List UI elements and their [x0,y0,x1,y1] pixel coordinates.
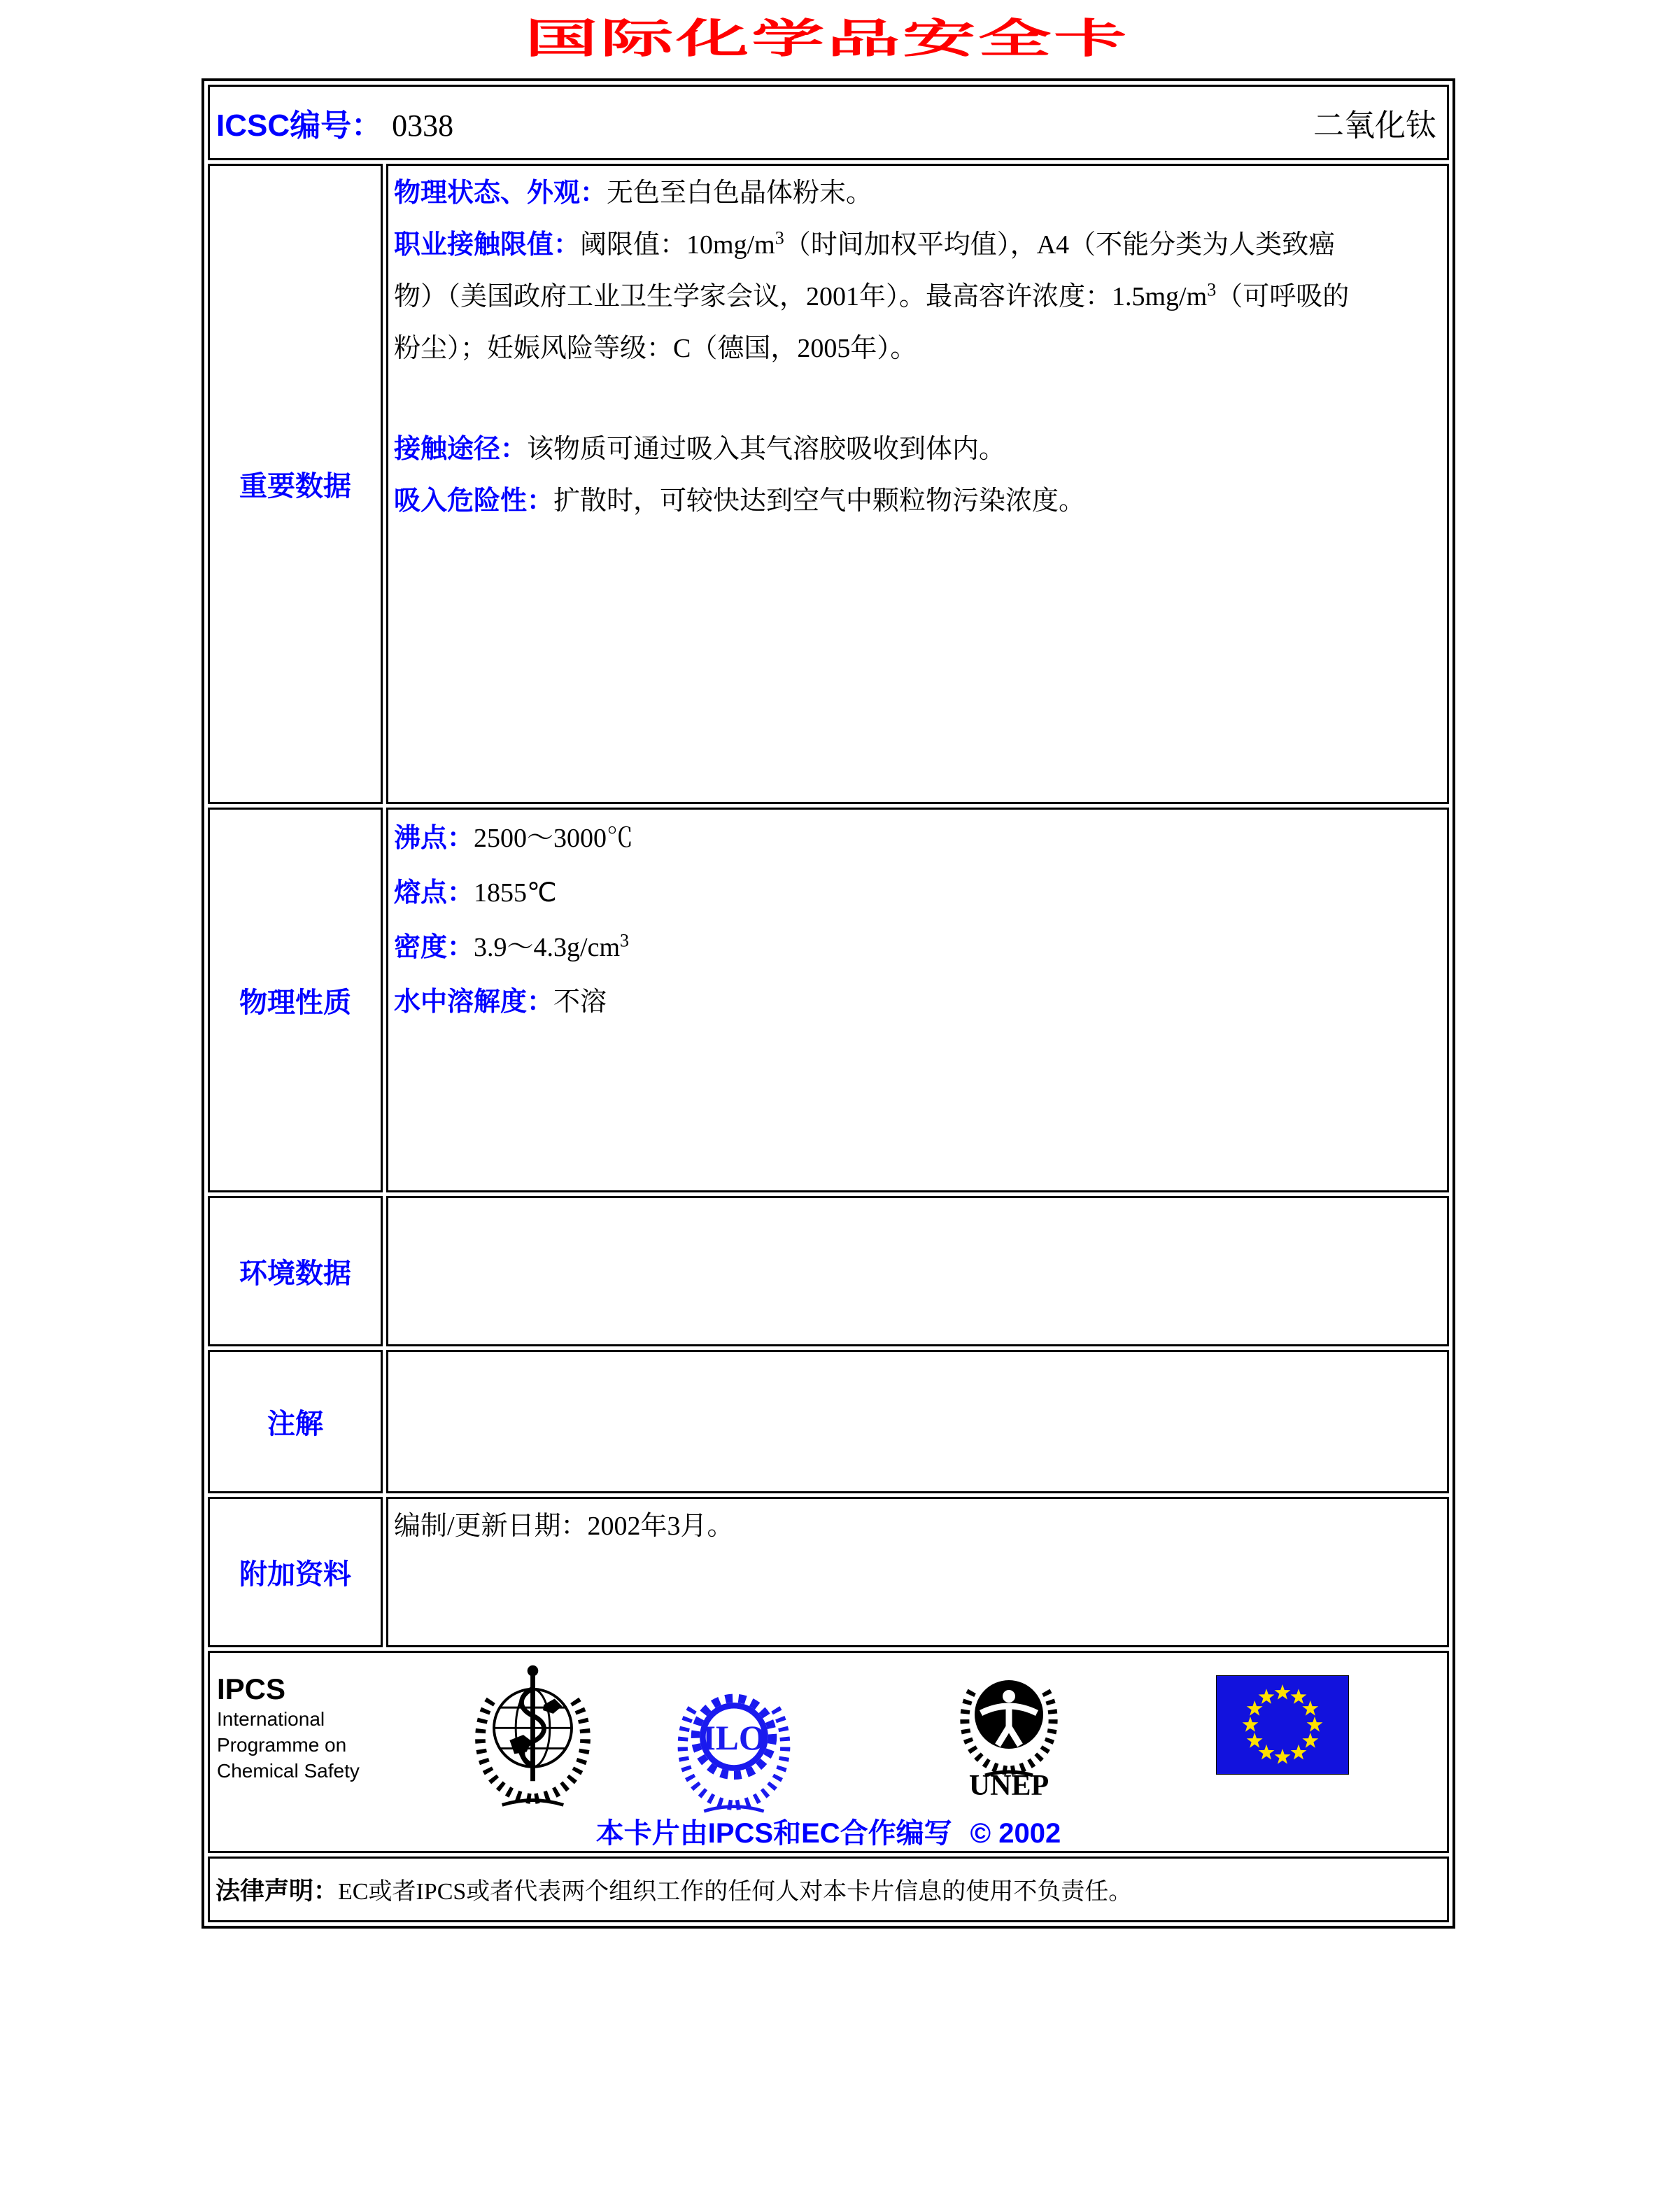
header-content [211,100,1446,145]
section-label-additional-info: 附加资料 [239,1559,351,1590]
icsc-number-label: ICSC编号： [216,108,383,143]
ipcs-title: IPCS [217,1672,286,1705]
solubility-line [394,975,1363,1029]
boiling-point-label: 沸点： [394,824,474,853]
icsc-number-group [216,100,453,145]
notes-label-cell [208,1350,383,1493]
caption-text: 本卡片由IPCS和EC合作编写 [595,1818,952,1849]
chemical-name: 二氧化钛 [1313,108,1436,143]
legal-row [208,1857,1449,1922]
physical-state-label: 物理状态、外观： [394,178,607,208]
section-label-environmental-data: 环境数据 [239,1258,351,1289]
physical-properties-row [208,808,1449,1192]
notes-row [208,1350,1449,1493]
copyright-text: © 2002 [970,1818,1061,1849]
physical-state-line [394,167,1363,219]
notes-content [386,1350,1449,1493]
section-label-physical-properties: 物理性质 [239,987,351,1018]
legal-cell [208,1857,1449,1922]
boiling-point-value: 2500～3000℃ [474,824,634,853]
oel-text-2: （时间加权平均值），A4（不能分类为人类致癌物）（美国政府工业卫生学家会议，2001年）。最高容许浓度：1.5mg/m [394,230,1336,311]
physical-properties-label-cell [208,808,383,1192]
ilo-logo-text: ILO [702,1718,766,1757]
additional-info-label-cell [208,1497,383,1647]
section-label-notes: 注解 [267,1409,323,1439]
important-data-label-cell [208,164,383,804]
solubility-label: 水中溶解度： [394,987,554,1017]
oel-superscript-1: 3 [775,227,784,248]
ipcs-subtitle-line1: International [217,1708,325,1730]
important-data-content [386,164,1449,804]
physical-properties-content [386,808,1449,1192]
occupational-exposure-line [394,219,1363,374]
unep-logo-icon [949,1660,1069,1798]
legal-notice-text: EC或者IPCS或者代表两个组织工作的任何人对本卡片信息的使用不负责任。 [338,1879,1133,1905]
melting-point-label: 熔点： [394,878,474,908]
header-cell [208,85,1449,160]
density-line [394,920,1363,975]
environmental-data-content [386,1196,1449,1346]
exposure-route-text: 该物质可通过吸入其气溶胶吸收到体内。 [527,435,1006,464]
oel-superscript-2: 3 [1207,279,1217,300]
additional-info-content [386,1497,1449,1647]
update-date-line [394,1500,1363,1552]
icsc-card-table [202,78,1455,1929]
melting-point-value: 1855℃ [474,878,557,908]
ipcs-subtitle-line3: Chemical Safety [217,1760,360,1782]
cooperation-caption [210,1811,1447,1851]
who-logo-icon [465,1660,601,1813]
ipcs-text-block [217,1672,386,1784]
inhalation-risk-line [394,475,1363,527]
density-superscript: 3 [620,930,629,951]
logo-strip [210,1653,1447,1810]
inhalation-risk-label: 吸入危险性： [394,486,554,516]
icsc-number-value: 0338 [392,108,454,143]
occupational-exposure-label: 职业接触限值： [394,230,581,260]
melting-point-line [394,866,1363,920]
unep-logo-text: UNEP [968,1770,1049,1798]
ilo-logo-icon [667,1667,800,1817]
oel-text-1: 阈限值：10mg/m [580,230,775,260]
inhalation-risk-text: 扩散时，可较快达到空气中颗粒物污染浓度。 [553,486,1086,516]
logos-cell [208,1651,1449,1853]
environmental-data-label-cell [208,1196,383,1346]
physical-state-text: 无色至白色晶体粉末。 [607,178,873,208]
eu-flag-icon [1216,1675,1349,1775]
oel-text-3: （可呼吸的粉尘）；妊娠风险等级：C（德国，2005年）。 [394,282,1350,363]
additional-info-row [208,1497,1449,1647]
section-label-important-data: 重要数据 [239,471,351,502]
exposure-route-line [394,423,1363,475]
density-label: 密度： [394,933,474,962]
exposure-route-label: 接触途径： [394,435,528,464]
boiling-point-line [394,811,1363,866]
header-row [208,85,1449,160]
page-title: 国际化学品安全卡 [524,16,1129,62]
solubility-value: 不溶 [553,987,607,1017]
important-data-row [208,164,1449,804]
update-date-text: 编制/更新日期：2002年3月。 [394,1512,734,1541]
density-value: 3.9～4.3g/cm [474,933,620,962]
ipcs-subtitle-line2: Programme on [217,1734,347,1756]
logos-row [208,1651,1449,1853]
legal-notice-label: 法律声明： [215,1878,339,1905]
environmental-data-row [208,1196,1449,1346]
